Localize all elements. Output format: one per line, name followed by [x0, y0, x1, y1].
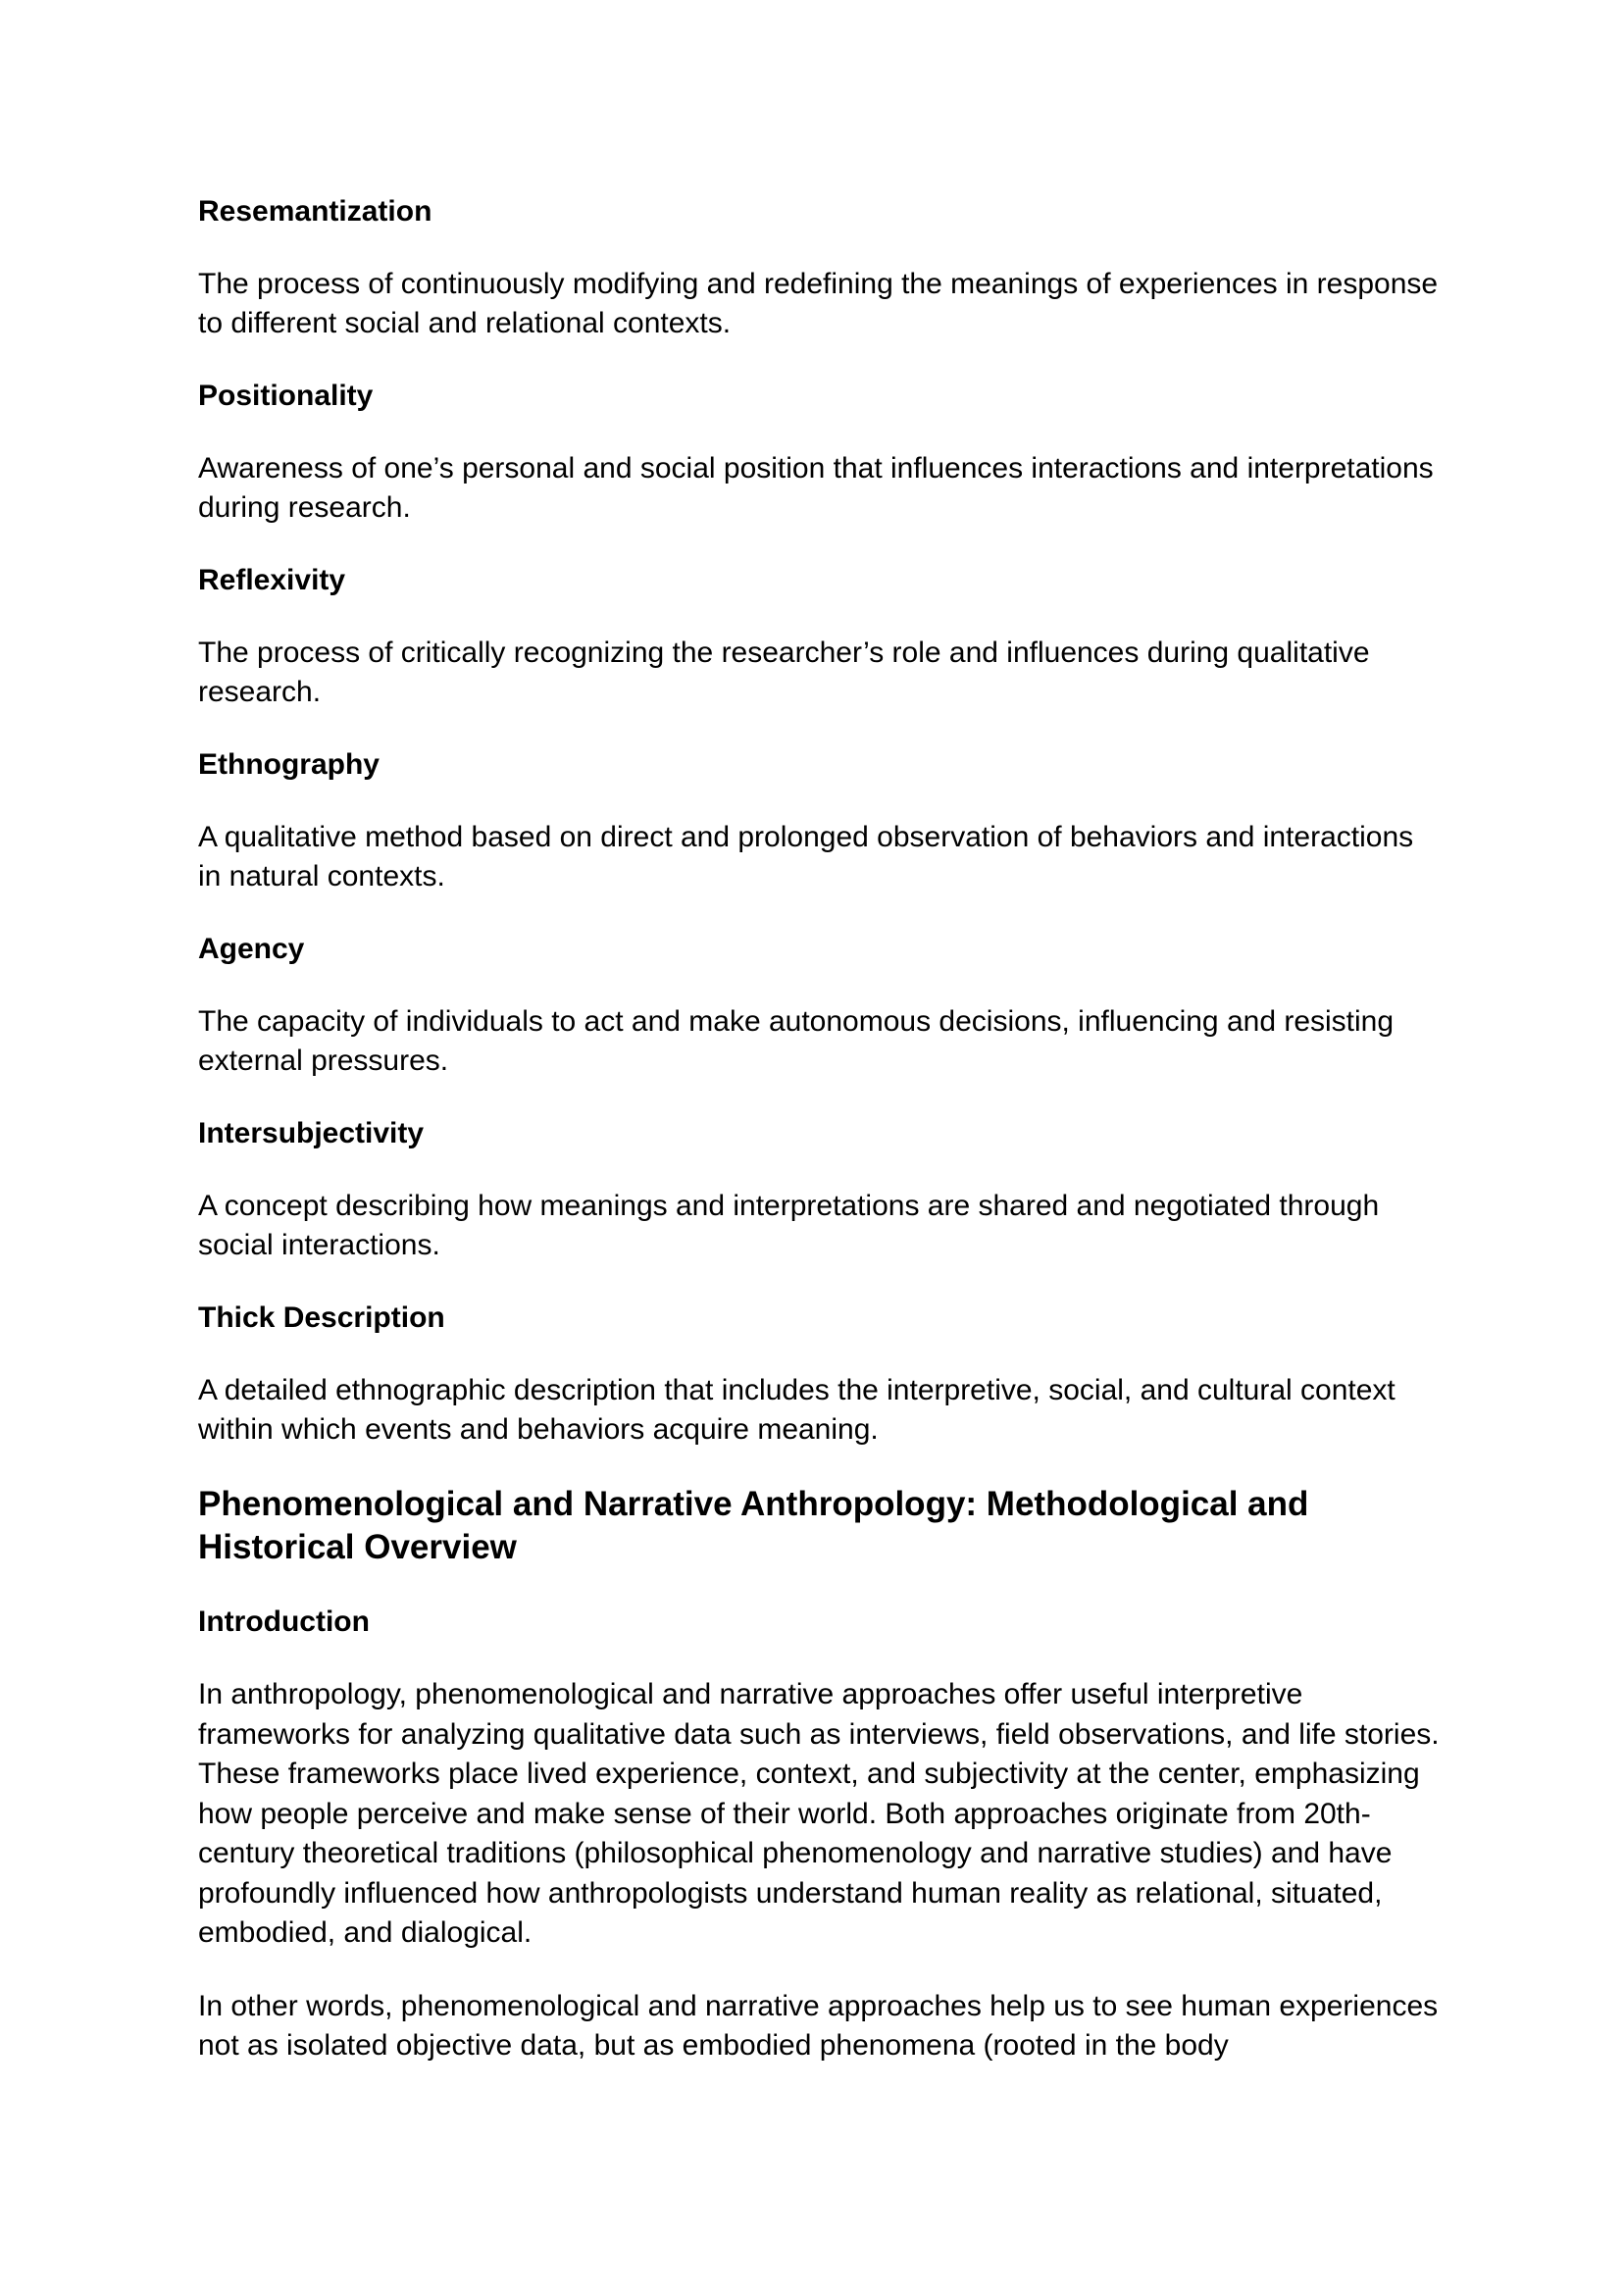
glossary-term: Reflexivity	[198, 564, 346, 596]
glossary-definition: A concept describing how meanings and interpretations are shared and negotiated through social interactions.	[198, 1190, 1380, 1261]
section-subheading: Introduction	[198, 1606, 370, 1638]
glossary-term: Intersubjectivity	[198, 1117, 425, 1149]
glossary-entry-agency	[198, 930, 1444, 1081]
glossary-term: Thick Description	[198, 1301, 445, 1334]
glossary-definition: The capacity of individuals to act and make autonomous decisions, influencing and resisting external pressures.	[198, 1005, 1395, 1077]
glossary-entry-reflexivity	[198, 561, 1444, 712]
document-page	[198, 192, 1444, 2100]
glossary-term: Ethnography	[198, 748, 380, 781]
glossary-definition: Awareness of one’s personal and social position that influences interactions and interpretations during research.	[198, 452, 1434, 524]
body-paragraph: In other words, phenomenological and narrative approaches help us to see human experiences not as isolated objective data, but as embodied phenomena (rooted in the body	[198, 1989, 1439, 2062]
glossary-entry-intersubjectivity	[198, 1114, 1444, 1265]
glossary-definition: A qualitative method based on direct and prolonged observation of behaviors and interactions in natural contexts.	[198, 821, 1414, 892]
glossary-entry-ethnography	[198, 745, 1444, 896]
glossary-entry-thick-description	[198, 1299, 1444, 1450]
glossary-term: Agency	[198, 933, 305, 965]
glossary-definition: The process of continuously modifying and redefining the meanings of experiences in response to different social and relational contexts.	[198, 268, 1439, 339]
body-paragraph: In anthropology, phenomenological and narrative approaches offer useful interpretive frameworks for analyzing qualitative data such as interviews, field observations, and life stories. These frameworks place lived experience, context, and subjectivity at the center, emphasizing how people perceive and make sense of their world. Both approaches originate from 20th-century theoretical traditions (philosophical phenomenology and narrative studies) and have profoundly influenced how anthropologists understand human reality as relational, situated, embodied, and dialogical.	[198, 1678, 1440, 1949]
glossary-entry-positionality	[198, 377, 1444, 528]
glossary-entry-resemantization	[198, 192, 1444, 343]
glossary-definition: A detailed ethnographic description that includes the interpretive, social, and cultural context within which events and behaviors acquire meaning.	[198, 1374, 1396, 1446]
glossary-term: Resemantization	[198, 195, 432, 228]
glossary-definition: The process of critically recognizing the researcher’s role and influences during qualitative research.	[198, 637, 1370, 708]
section-title: Phenomenological and Narrative Anthropology: Methodological and Historical Overview	[198, 1485, 1309, 1566]
glossary-term: Positionality	[198, 380, 374, 412]
